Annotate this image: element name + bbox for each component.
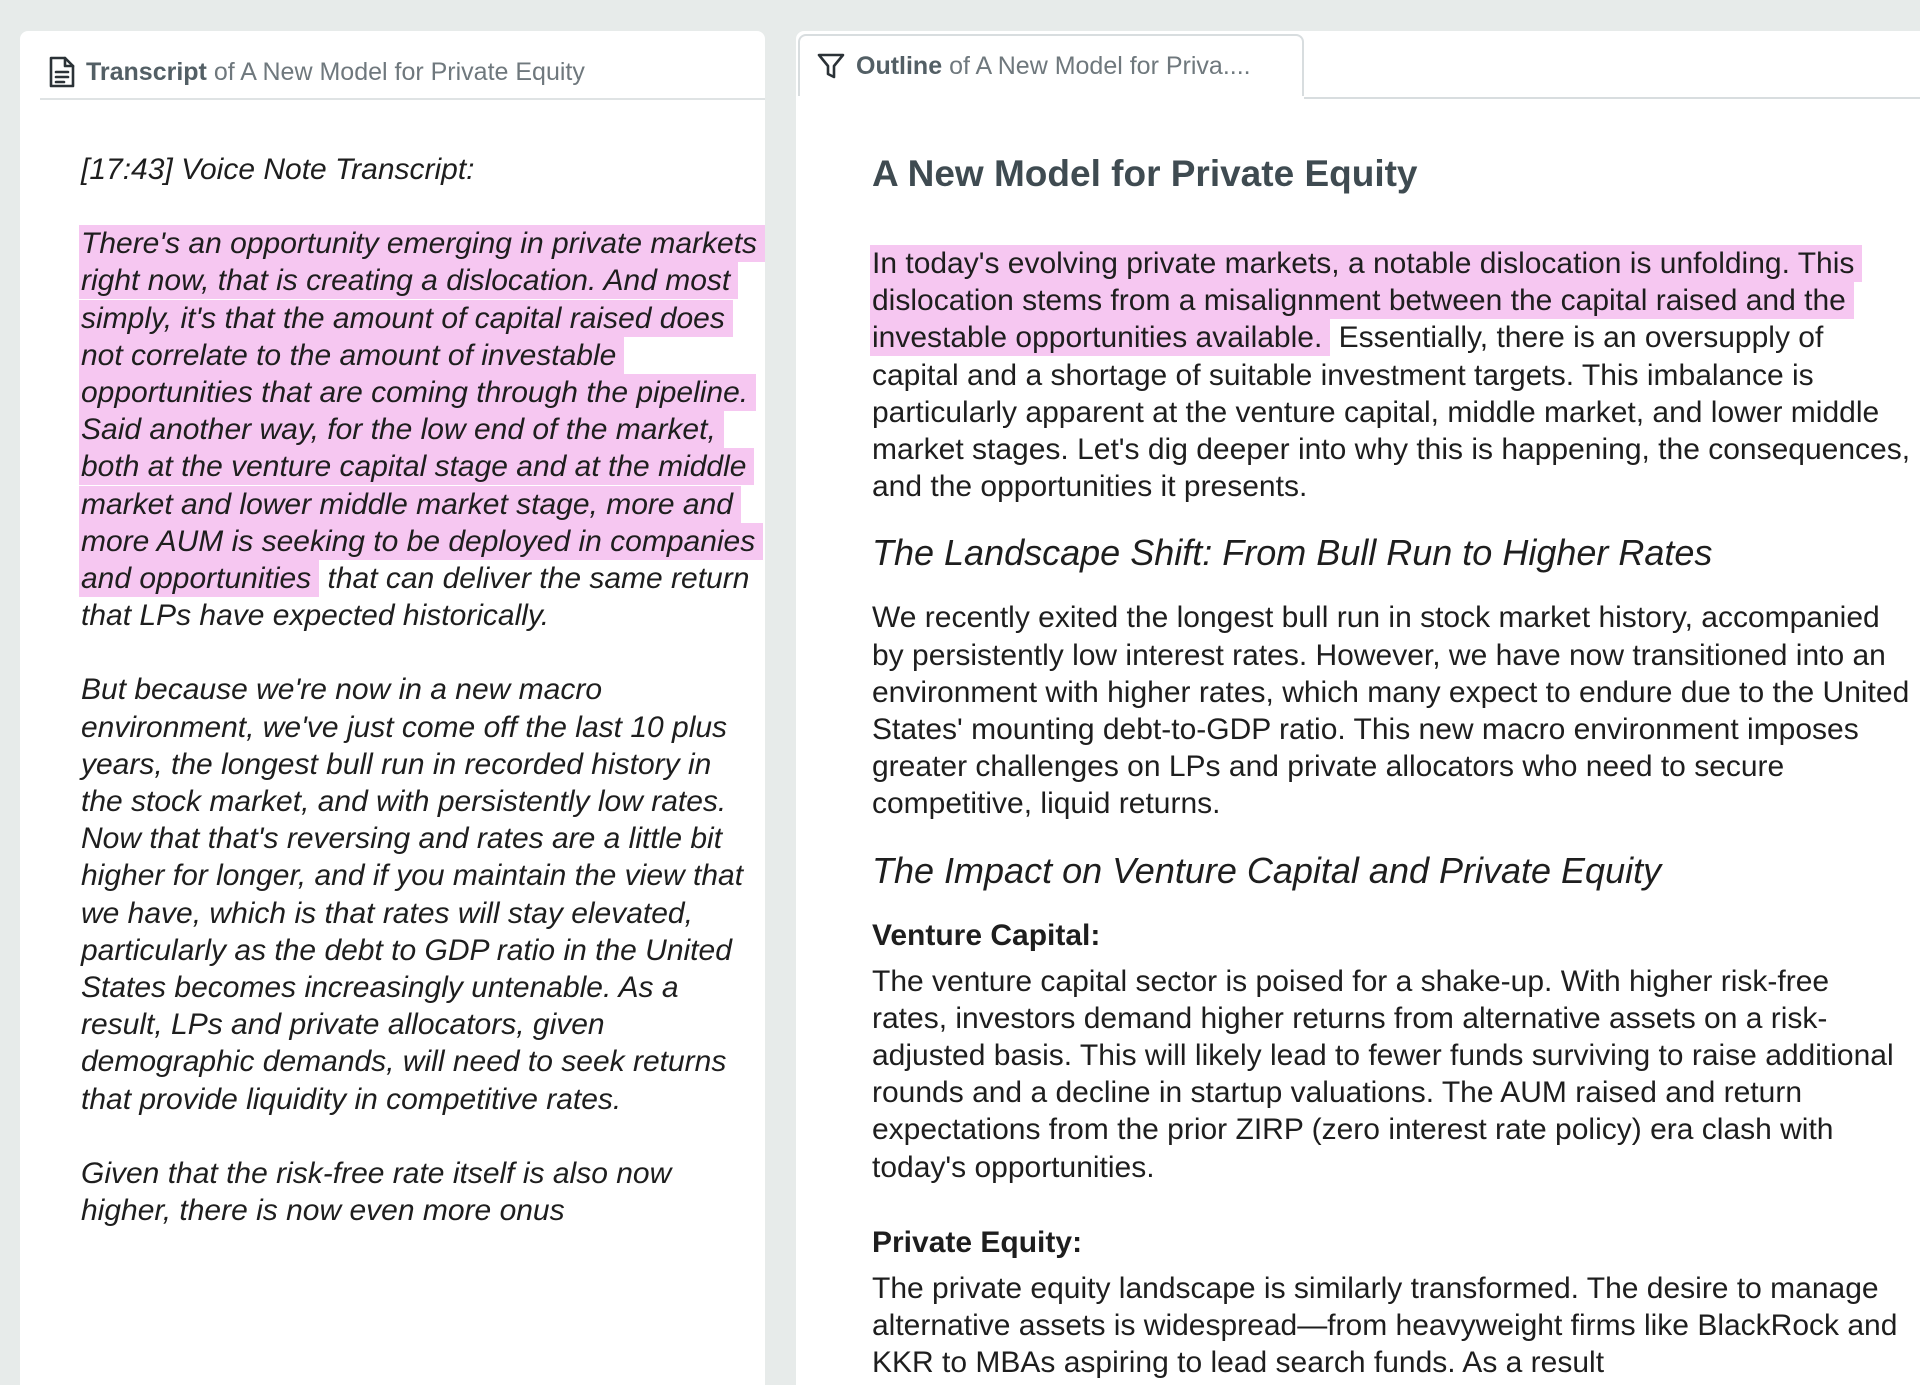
filter-icon	[816, 51, 846, 81]
outline-tab-doc-title: A New Model for Priva....	[975, 51, 1251, 80]
transcript-paragraph	[81, 225, 761, 634]
subsection-heading: Private Equity:	[872, 1225, 1083, 1259]
transcript-tab-doc-title: A New Model for Private Equity	[240, 57, 585, 86]
outline-tab[interactable]	[798, 34, 1304, 96]
transcript-tab-label: Transcript	[86, 57, 207, 86]
transcript-paragraph: Given that the risk-free rate itself is also now higher, there is now even more onus	[81, 1156, 672, 1228]
outline-panel	[796, 31, 1920, 1385]
outline-body	[872, 151, 1912, 1381]
highlighted-text[interactable]: In today's evolving private markets, a notable dislocation is unfolding. This dislocation stems from a misalignment between the capital raised and the investable opportunities available.	[870, 245, 1862, 356]
subsection-heading: Venture Capital:	[872, 918, 1101, 952]
transcript-tab[interactable]	[48, 49, 585, 95]
outline-intro	[872, 245, 1912, 505]
transcript-tab-of: of	[213, 57, 235, 86]
outline-tab-of: of	[949, 51, 970, 80]
transcript-panel	[20, 31, 765, 1385]
outline-title: A New Model for Private Equity	[872, 153, 1418, 194]
section-heading: The Landscape Shift: From Bull Run to Higher Rates	[872, 532, 1713, 574]
subsection-body: The venture capital sector is poised for a shake-up. With higher risk-free rates, investors demand higher returns from alternative assets on a risk-adjusted basis. This will likely lead to fewer funds surviving to raise additional rounds and a decline in startup valuations. The AUM raised and return expectations from the prior ZIRP (zero interest rate policy) era clash with today's opportunities.	[872, 964, 1894, 1184]
transcript-title: [17:43] Voice Note Transcript:	[81, 153, 475, 186]
transcript-paragraph: But because we're now in a new macro environment, we've just come off the last 10 plus years, the longest bull run in recorded history in the stock market, and with persistently low rates. Now that that's reversing and rates are a little bit higher for longer, and if you maintain the view that we have, which is that rates will stay elevated, particularly as the debt to GDP ratio in the United States becomes increasingly untenable. As a result, LPs and private allocators, given demographic demands, will need to seek returns that provide liquidity in competitive rates.	[81, 673, 744, 1116]
section-heading: The Impact on Venture Capital and Private Equity	[872, 849, 1662, 891]
outline-tab-label: Outline	[856, 51, 943, 80]
transcript-divider	[40, 98, 765, 100]
document-icon	[48, 55, 76, 89]
outline-divider	[1304, 97, 1920, 99]
transcript-body	[81, 151, 761, 1266]
paragraph-text: Essentially, there is an oversupply of capital and a shortage of suitable investment targets. This imbalance is particularly apparent at the venture capital, middle market, and lower middle market stages. Let's dig deeper into why this is happening, the consequences, and the opportunities it presents.	[872, 321, 1911, 504]
section-body: We recently exited the longest bull run in stock market history, accompanied by persistently low interest rates. However, we have now transitioned into an environment with higher rates, which many expect to endure due to the United States' mounting debt-to-GDP ratio. This new macro environment imposes greater challenges on LPs and private allocators who need to secure competitive, liquid returns.	[872, 601, 1910, 821]
highlighted-text[interactable]: There's an opportunity emerging in private markets right now, that is creating a dislocation. And most simply, it's that the amount of capital raised does not correlate to the amount of investable opportunities that are coming through the pipeline. Said another way, for the low end of the market, both at the venture capital stage and at the middle market and lower middle market stage, more and more AUM is seeking to be deployed in companies and opportunities	[79, 225, 765, 597]
subsection-body: The private equity landscape is similarly transformed. The desire to manage alternative assets is widespread—from heavyweight firms like BlackRock and KKR to MBAs aspiring to lead search funds. As a result	[872, 1271, 1898, 1380]
paragraph-text: that can deliver the same return that LPs have expected historically.	[81, 562, 750, 633]
